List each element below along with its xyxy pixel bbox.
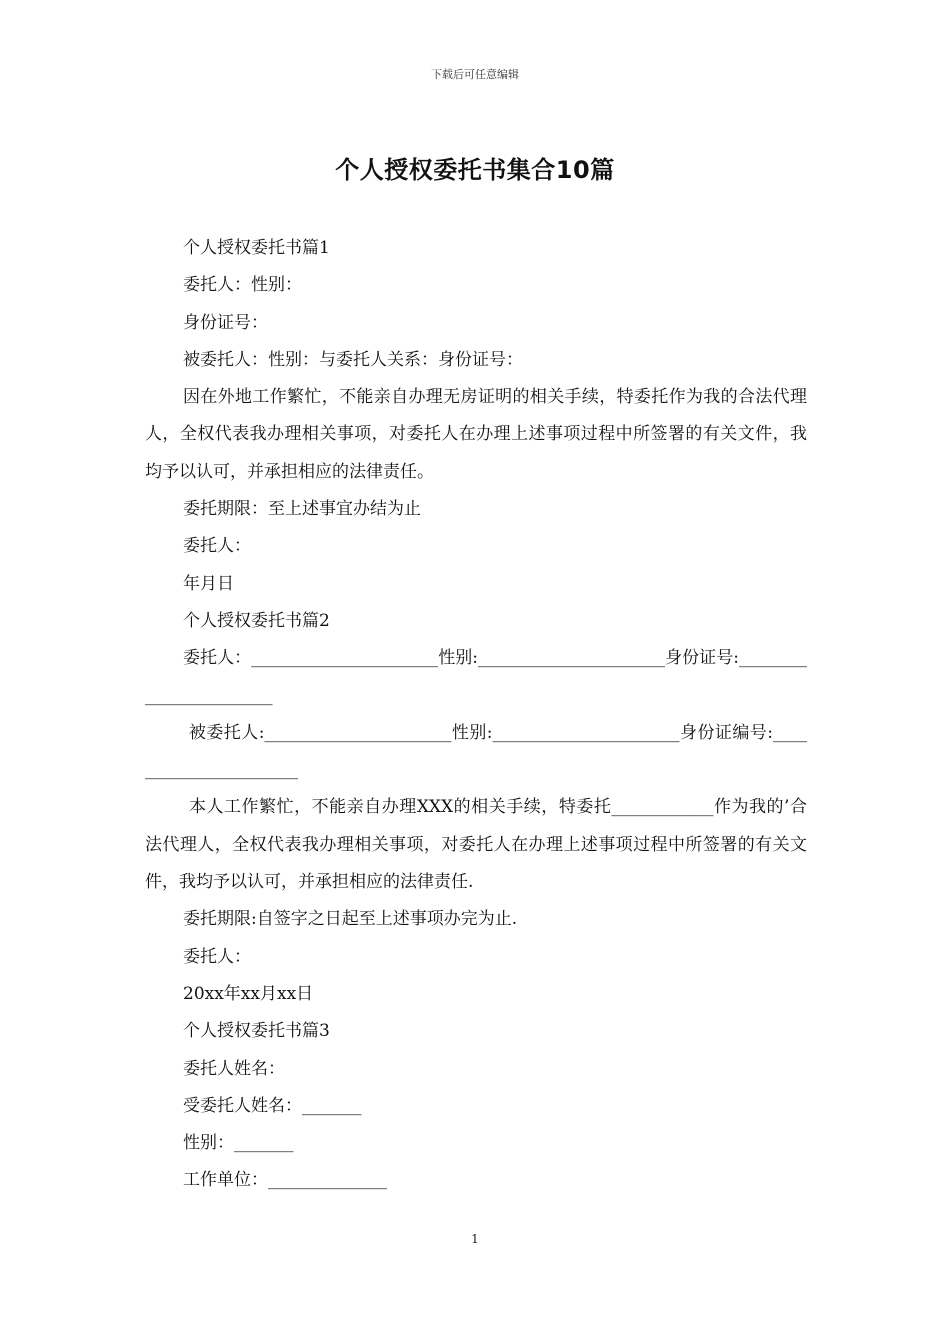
paragraph: 委托期限：至上述事宜办结为止 [183,499,421,520]
paragraph: 被委托人：性别：与委托人关系：身份证号： [183,349,523,370]
section-heading-3: 个人授权委托书篇3 [183,1021,330,1042]
paragraph: 委托人： [183,946,251,967]
paragraph: 因在外地工作繁忙，不能亲自办理无房证明的相关手续，特委托作为我的合法代理人，全权代表我办理相关事项，对委托人在办理上述事项过程中所签署的有关文件，我均予以认可，并承担相应的法律责任。 [145,387,807,482]
paragraph: 委托期限:自签字之日起至上述事项办完为止. [183,909,518,930]
paragraph: 被委托人:______________________性别:______________________身份证编号:______________________ [145,722,808,781]
page-header-note: 下载后可任意编辑 [431,68,519,81]
paragraph: 性别：_______ [183,1133,294,1154]
paragraph: 工作单位：______________ [183,1170,387,1191]
paragraph: 委托人： [183,536,251,557]
section-heading-1: 个人授权委托书篇1 [183,238,330,258]
paragraph: 年月日 [183,573,234,594]
paragraph: 委托人：______________________性别:______________________身份证号:_______________________ [145,648,807,706]
page-number: 1 [471,1232,479,1246]
section-heading-2: 个人授权委托书篇2 [183,610,330,631]
document-body [145,230,807,1200]
paragraph: 身份证号： [183,312,268,333]
paragraph: 本人工作繁忙，不能亲自办理XXX的相关手续，特委托____________作为我的’合法代理人，全权代表我办理相关事项，对委托人在办理上述事项过程中所签署的有关文件，我均予以认可，并承担相应的法律责任. [145,797,807,893]
document-title: 个人授权委托书集合10篇 [335,156,615,184]
paragraph: 委托人：性别： [183,275,302,296]
paragraph: 委托人姓名： [183,1058,285,1079]
paragraph: 20xx年xx月xx日 [183,983,314,1004]
paragraph: 受委托人姓名：_______ [183,1095,362,1116]
